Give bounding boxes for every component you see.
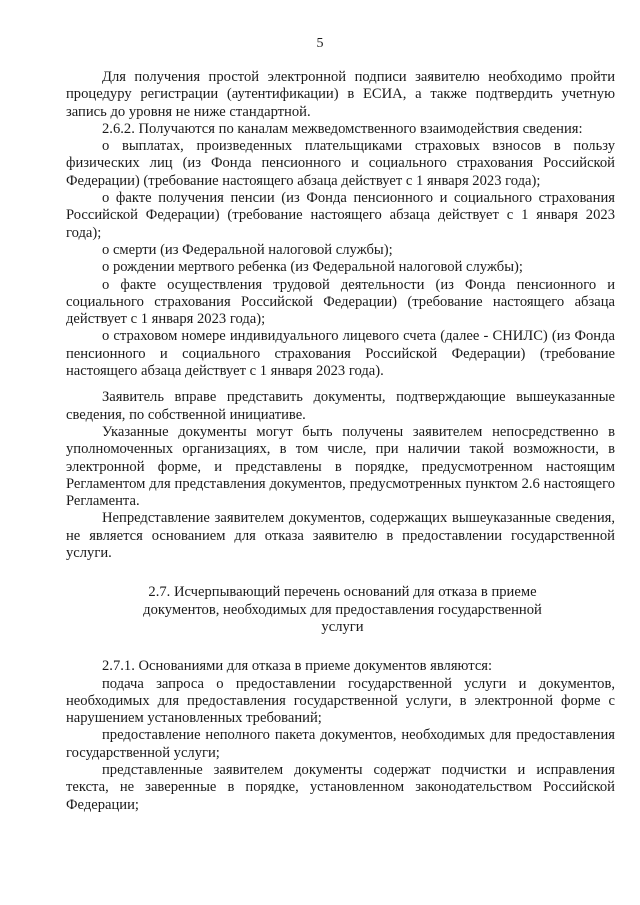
paragraph: о выплатах, произведенных плательщиками страховых взносов в пользу физических лиц (из Фонда пенсионного и социального страхования Российской Федерации) (требование настоящего абзаца действует с 1 января 2023 года); [66,138,615,189]
page-number: 5 [316,36,324,51]
section-heading: 2.7. Исчерпывающий перечень оснований для отказа в приеме документов, необходимых для предоставления государственной услуги [143,584,542,635]
paragraph: 2.7.1. Основаниями для отказа в приеме документов являются: [102,658,493,675]
paragraph: о рождении мертвого ребенка (из Федеральной налоговой службы); [102,259,523,276]
paragraph: о факте получения пенсии (из Фонда пенсионного и социального страхования Российской Федерации) (требование настоящего абзаца действует с 1 января 2023 года); [66,190,615,241]
paragraph: предоставление неполного пакета документов, необходимых для предоставления государственной услуги; [66,727,615,761]
paragraph: Непредставление заявителем документов, содержащих вышеуказанные сведения, не является основанием для отказа заявителю в предоставлении государственной услуги. [66,510,615,562]
paragraph: о смерти (из Федеральной налоговой службы); [102,241,393,258]
paragraph: подача запроса о предоставлении государственной услуги и документов, необходимых для предоставления государственной услуги, в электронной форме с нарушением установленных требований; [66,675,615,727]
paragraph: представленные заявителем документы содержат подчистки и исправления текста, не заверенные в порядке, установленном законодательством Российской Федерации; [66,761,615,813]
paragraph: 2.6.2. Получаются по каналам межведомственного взаимодействия сведения: [102,120,583,137]
document-body [66,69,615,814]
paragraph: Заявитель вправе представить документы, подтверждающие вышеуказанные сведения, по собственной инициативе. [66,389,615,423]
paragraph: Для получения простой электронной подписи заявителю необходимо пройти процедуру регистрации (аутентификации) в ЕСИА, а также подтвердить учетную запись до уровня не ниже стандартной. [66,69,615,120]
paragraph: Указанные документы могут быть получены заявителем непосредственно в уполномоченных организациях, в том числе, при наличии такой возможности, в электронной форме, и представлены в порядке, предусмотренном настоящим Регламентом для представления документов, предусмотренных пунктом 2.6 настоящего Регламента. [66,423,615,510]
paragraph: о факте осуществления трудовой деятельности (из Фонда пенсионного и социального страхования Российской Федерации) (требование настоящего абзаца действует с 1 января 2023 года); [66,276,615,328]
paragraph: о страховом номере индивидуального лицевого счета (далее - СНИЛС) (из Фонда пенсионного и социального страхования Российской Федерации) (требование настоящего абзаца действует с 1 января 2023 года). [66,328,615,380]
